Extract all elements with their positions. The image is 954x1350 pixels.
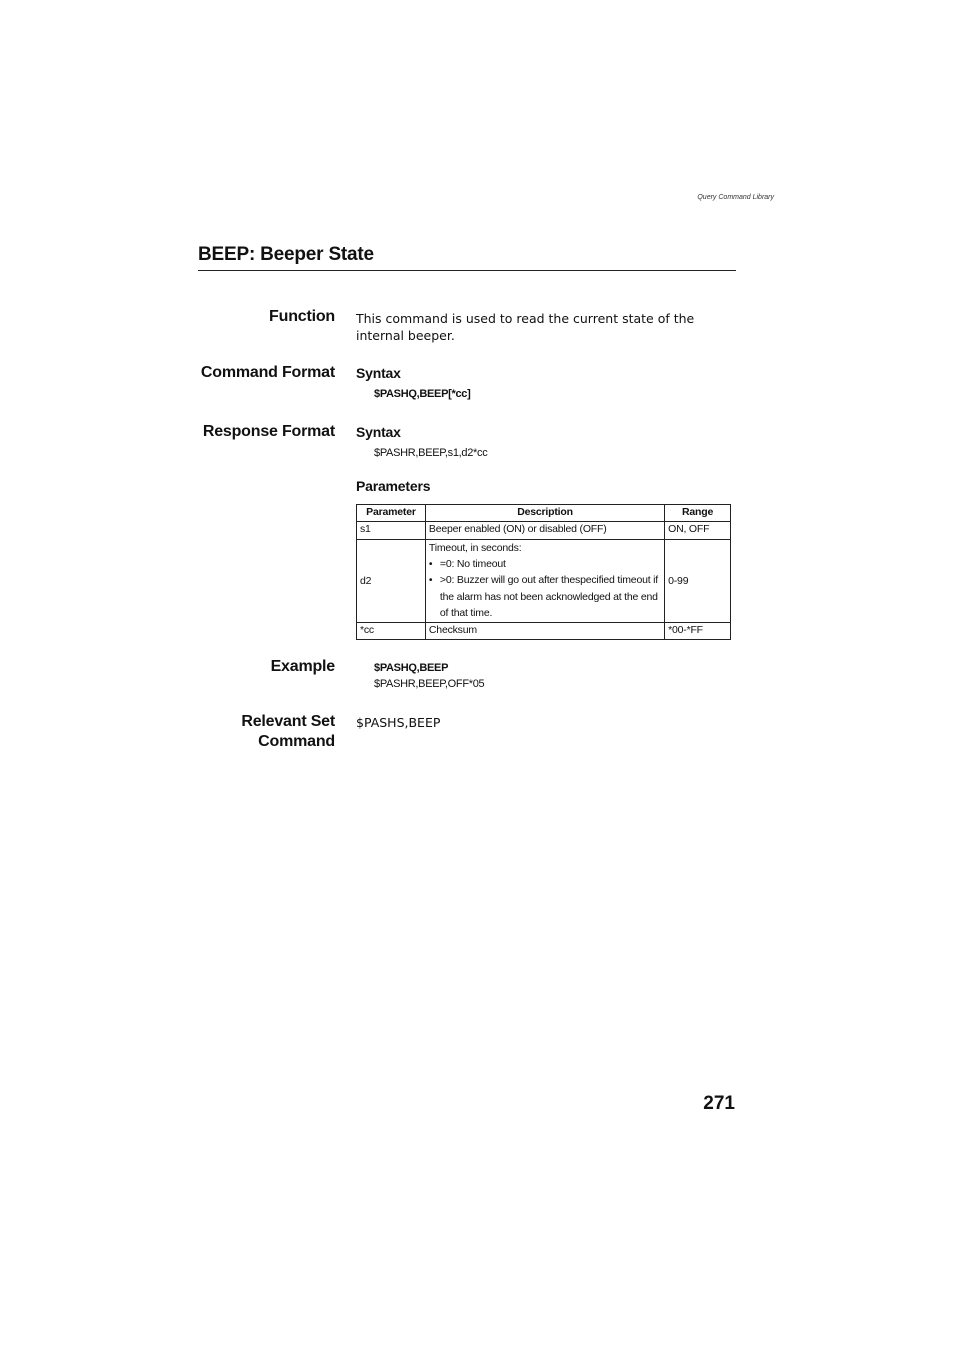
cell-param: d2 <box>357 540 426 623</box>
cell-param: s1 <box>357 522 426 540</box>
command-syntax-heading: Syntax <box>356 365 401 381</box>
parameters-heading: Parameters <box>356 478 431 494</box>
col-header-parameter: Parameter <box>357 505 426 522</box>
table-row <box>357 522 731 540</box>
running-header: Query Command Library <box>697 194 774 201</box>
desc-bullet-list <box>429 556 661 621</box>
function-text: This command is used to read the current state of the internal beeper. <box>356 311 695 343</box>
response-syntax-heading: Syntax <box>356 424 401 440</box>
relevant-set-command: $PASHS,BEEP <box>356 715 441 730</box>
cell-desc: Beeper enabled (ON) or disabled (OFF) <box>425 522 664 540</box>
desc-bullet: • >0: Buzzer will go out after thespecified timeout if the alarm has not been acknowledged at the end of that time. <box>429 572 661 621</box>
desc-bullet: • =0: No timeout <box>429 556 661 572</box>
example-response: $PASHR,BEEP,OFF*05 <box>374 678 485 690</box>
cell-desc <box>425 540 664 623</box>
col-header-description: Description <box>425 505 664 522</box>
response-syntax: $PASHR,BEEP,s1,d2*cc <box>374 447 488 459</box>
cell-desc: Checksum <box>425 623 664 640</box>
table-row <box>357 623 731 640</box>
cell-range: *00-*FF <box>665 623 731 640</box>
response-format-label: Response Format <box>202 423 335 440</box>
page-title: BEEP: Beeper State <box>198 244 736 271</box>
table-row <box>357 540 731 623</box>
desc-intro: Timeout, in seconds: <box>428 542 522 554</box>
page-number: 271 <box>703 1093 735 1114</box>
parameters-table <box>356 504 731 640</box>
relevant-set-label-line2: Command <box>258 733 335 750</box>
example-label: Example <box>270 658 335 675</box>
relevant-set-label-line1: Relevant Set <box>241 713 335 730</box>
col-header-range: Range <box>665 505 731 522</box>
cell-range: 0-99 <box>665 540 731 623</box>
example-command: $PASHQ,BEEP <box>374 662 449 674</box>
cell-param: *cc <box>357 623 426 640</box>
function-label: Function <box>269 308 335 325</box>
table-header-row <box>357 505 731 522</box>
command-format-label: Command Format <box>200 364 335 381</box>
cell-range: ON, OFF <box>665 522 731 540</box>
command-syntax: $PASHQ,BEEP[*cc] <box>374 388 471 400</box>
